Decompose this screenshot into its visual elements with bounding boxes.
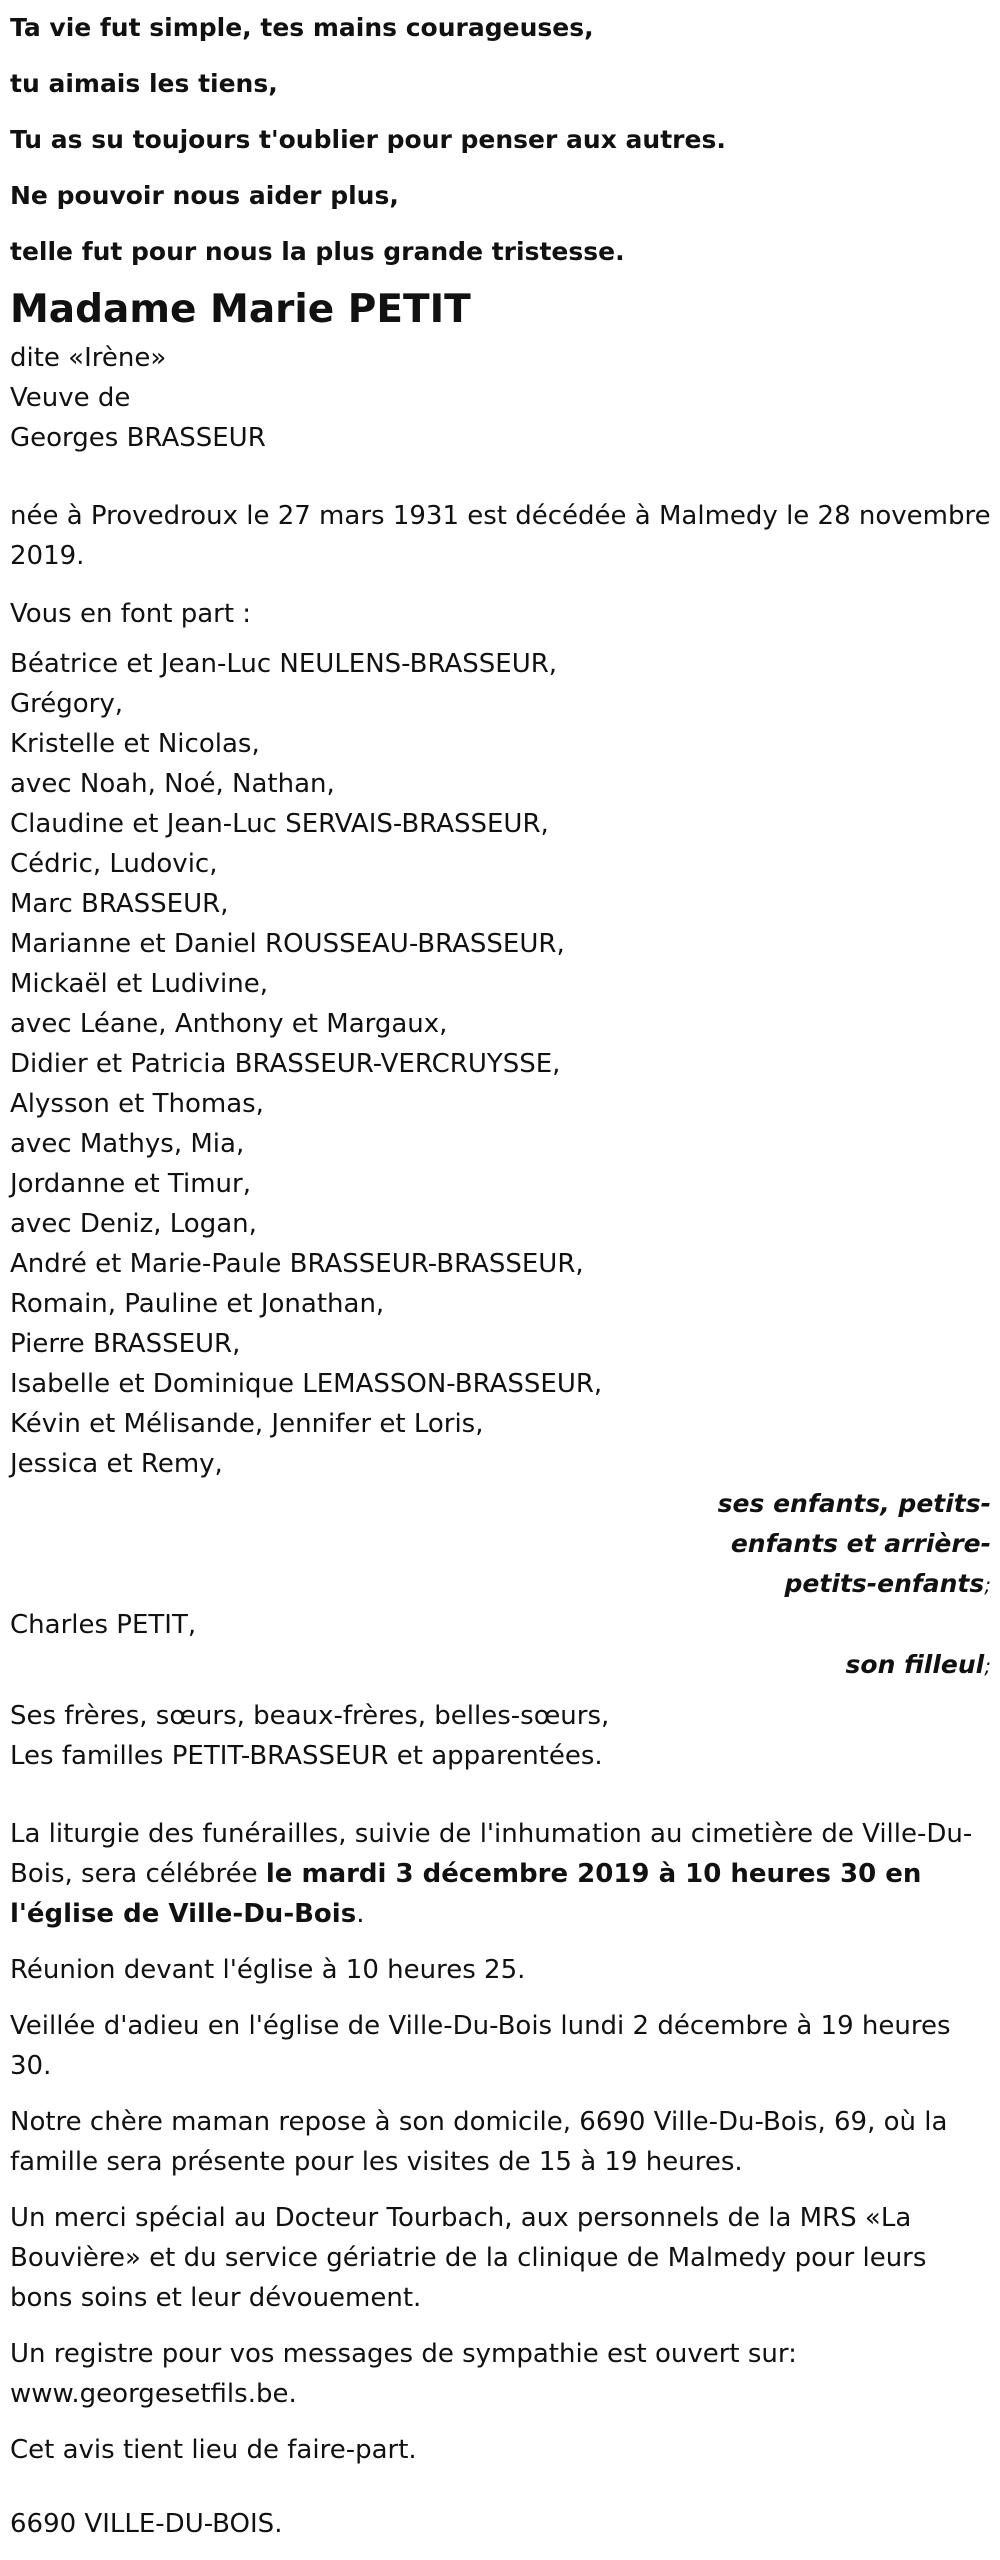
family-line: Didier et Patricia BRASSEUR-VERCRUYSSE,: [10, 1049, 561, 1079]
spacer: [10, 1686, 995, 1696]
family-role-line: ses enfants, petits-: [717, 1489, 991, 1518]
family-line: Marc BRASSEUR,: [10, 889, 229, 919]
family-role-punct: ;: [984, 1573, 991, 1597]
family-line: Romain, Pauline et Jonathan,: [10, 1289, 385, 1319]
family-line: Mickaël et Ludivine,: [10, 969, 269, 999]
poem-line: Tu as su toujours t'oublier pour penser aux autres.: [10, 125, 726, 154]
widow-label: Veuve de: [10, 383, 131, 413]
spacer: [10, 634, 995, 644]
announcers-intro: Vous en font part :: [10, 599, 252, 629]
thanks-paragraph: Un merci spécial au Docteur Tourbach, aux personnels de la MRS «La Bouvière» et du service gériatrie de la clinique de Malmedy pour leurs bons soins et leur dévouement.: [10, 2203, 927, 2313]
family-line: Pierre BRASSEUR,: [10, 1329, 241, 1359]
spacer: [10, 576, 995, 594]
family-line: avec Léane, Anthony et Margaux,: [10, 1009, 448, 1039]
family-line: Isabelle et Dominique LEMASSON-BRASSEUR,: [10, 1369, 603, 1399]
others-line: Ses frères, sœurs, beaux-frères, belles-sœurs,: [10, 1701, 610, 1731]
spacer: [10, 2486, 995, 2504]
meeting-paragraph: Réunion devant l'église à 10 heures 25.: [10, 1955, 526, 1985]
poem-line: tu aimais les tiens,: [10, 69, 278, 98]
family-line: Béatrice et Jean-Luc NEULENS-BRASSEUR,: [10, 649, 558, 679]
poem: [10, 0, 995, 280]
spacer: [10, 1776, 995, 1814]
notice-paragraph: Cet avis tient lieu de faire-part.: [10, 2435, 417, 2465]
family-role-block: [691, 1484, 991, 1605]
godson-role: [10, 1645, 995, 1686]
family-line: Alysson et Thomas,: [10, 1089, 264, 1119]
family-line: avec Mathys, Mia,: [10, 1129, 245, 1159]
godson-role-text: son filleul: [845, 1650, 985, 1679]
family-role: [10, 1484, 995, 1605]
family-line: avec Deniz, Logan,: [10, 1209, 257, 1239]
poem-line: Ne pouvoir nous aider plus,: [10, 181, 399, 210]
rest-paragraph: Notre chère maman repose à son domicile, 6690 Ville-Du-Bois, 69, où la famille sera présente pour les visites de 15 à 19 heures.: [10, 2107, 948, 2177]
registry-text: Un registre pour vos messages de sympathie est ouvert sur:: [10, 2339, 797, 2369]
family-list: [10, 644, 995, 1484]
birth-death-text: née à Provedroux le 27 mars 1931 est décédée à Malmedy le 28 novembre 2019.: [10, 501, 991, 571]
deceased-name: Madame Marie PETIT: [10, 287, 471, 332]
funeral-end: .: [356, 1899, 365, 1929]
poem-line: Ta vie fut simple, tes mains courageuses,: [10, 13, 594, 42]
spacer: [10, 458, 995, 496]
family-line: Cédric, Ludovic,: [10, 849, 218, 879]
godson-role-punct: ;: [984, 1654, 991, 1678]
poem-line: telle fut pour nous la plus grande tristesse.: [10, 237, 625, 266]
deceased-alias: dite «Irène»: [10, 343, 167, 373]
place-text: 6690 VILLE-DU-BOIS.: [10, 2509, 283, 2539]
family-line: Jordanne et Timur,: [10, 1169, 251, 1199]
family-line: avec Noah, Noé, Nathan,: [10, 769, 335, 799]
obituary-content: [10, 0, 995, 2560]
funeral-paragraph: [10, 1814, 995, 1934]
family-line: Jessica et Remy,: [10, 1449, 223, 1479]
family-line: Marianne et Daniel ROUSSEAU-BRASSEUR,: [10, 929, 565, 959]
vigil-paragraph: Veillée d'adieu en l'église de Ville-Du-Bois lundi 2 décembre à 19 heures 30.: [10, 2011, 951, 2081]
family-line: Kévin et Mélisande, Jennifer et Loris,: [10, 1409, 484, 1439]
registry-url: www.georgesetfils.be.: [10, 2379, 297, 2409]
others-line: Les familles PETIT-BRASSEUR et apparentées.: [10, 1741, 603, 1771]
family-line: Grégory,: [10, 689, 124, 719]
family-role-line: petits-enfants: [784, 1569, 985, 1598]
family-line: Kristelle et Nicolas,: [10, 729, 260, 759]
family-line: André et Marie-Paule BRASSEUR-BRASSEUR,: [10, 1249, 584, 1279]
godson-name: Charles PETIT,: [10, 1610, 197, 1640]
spouse-name: Georges BRASSEUR: [10, 423, 266, 453]
registry-paragraph: [10, 2334, 995, 2414]
family-line: Claudine et Jean-Luc SERVAIS-BRASSEUR,: [10, 809, 549, 839]
funeral-date-text: le mardi 3 décembre 2019 à 10 heures 30 en l'église de Ville-Du-Bois: [10, 1859, 922, 1929]
family-role-line: enfants et arrière-: [730, 1529, 991, 1558]
funeral-text: La liturgie des funérailles, suivie de l'inhumation au cimetière de Ville-Du-Bois, sera célébrée: [10, 1819, 973, 1889]
